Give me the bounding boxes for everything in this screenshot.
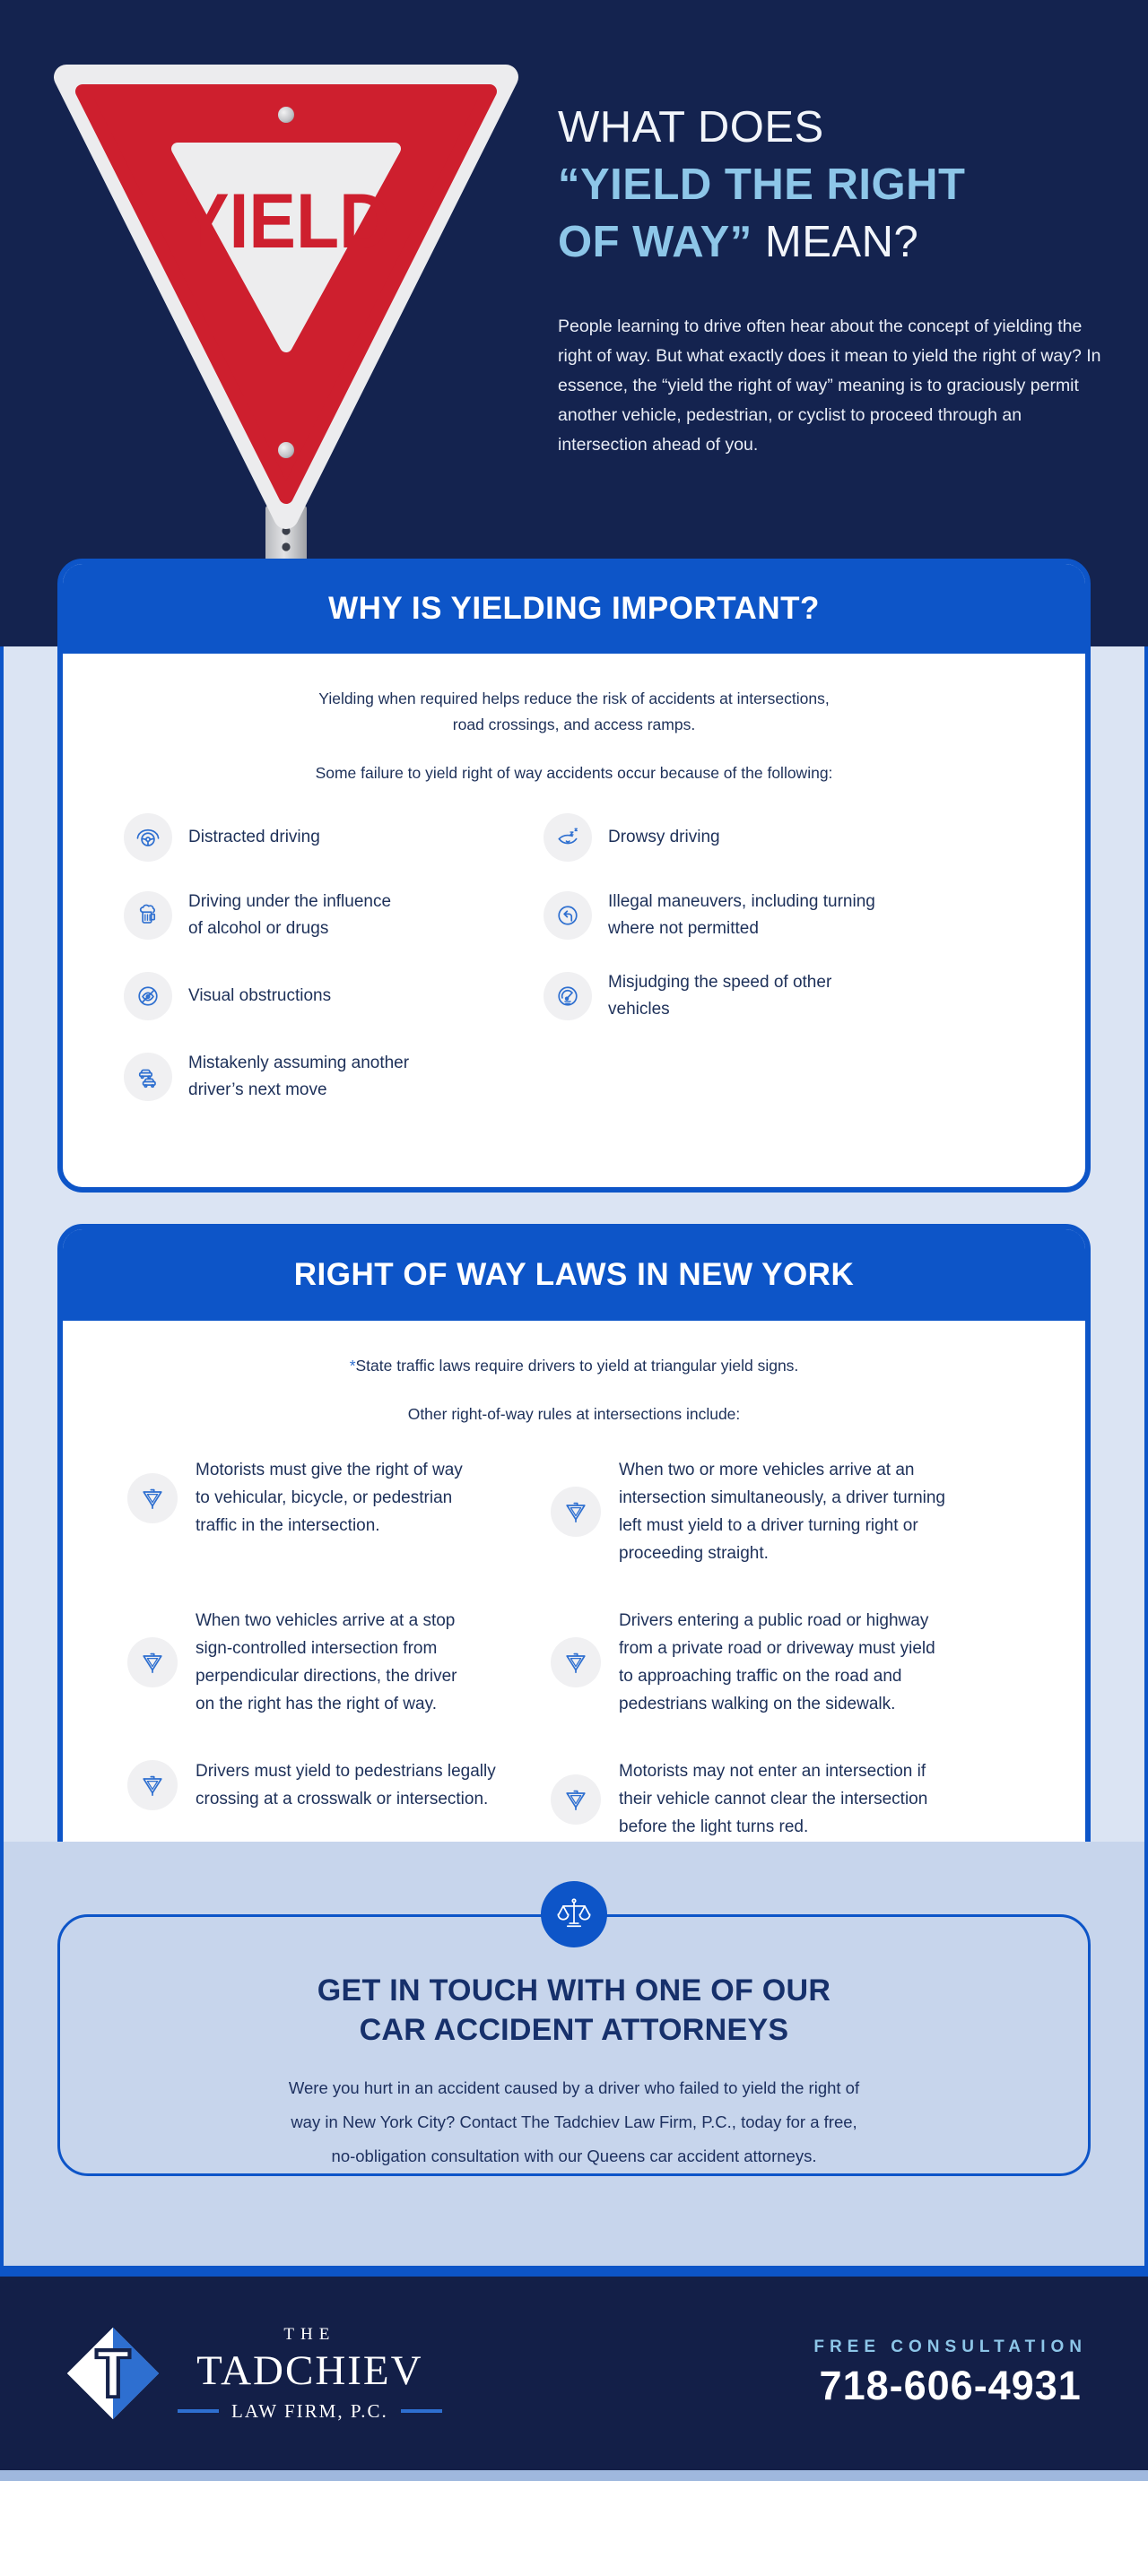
why-yielding-header xyxy=(63,564,1085,654)
dash-left xyxy=(178,2409,219,2413)
sign-rivet-bottom xyxy=(278,442,294,458)
free-consultation-label: FREE CONSULTATION xyxy=(813,2337,1087,2356)
phone-number[interactable]: 718-606-4931 xyxy=(819,2363,1082,2408)
laws-header xyxy=(63,1229,1085,1321)
brand-firm-row xyxy=(178,2400,442,2423)
laws-note: *State traffic laws require drivers to yield at triangular yield signs. xyxy=(349,1357,799,1375)
laws-title: RIGHT OF WAY LAWS IN NEW YORK xyxy=(293,1257,855,1292)
brand-name: TADCHIEV xyxy=(196,2346,423,2394)
right-of-way-laws-card xyxy=(57,1224,1091,1937)
footer xyxy=(0,2277,1148,2470)
content-upper-background xyxy=(4,559,1144,1842)
cause-label: Visual obstructions xyxy=(188,986,332,1005)
law-text: Drivers must yield to pedestrians legally crossing at a crosswalk or intersection. xyxy=(196,1762,496,1808)
yield-triangle-icon xyxy=(551,1774,601,1825)
list-item xyxy=(127,1456,551,1540)
laws-lead: Other right-of-way rules at intersections include: xyxy=(407,1405,741,1423)
yield-triangle-icon xyxy=(127,1637,178,1687)
law-text: Motorists may not enter an intersection if their vehicle cannot clear the intersection before the light turns red. xyxy=(619,1762,928,1836)
list-item xyxy=(127,1607,551,1718)
bottom-divider-stripe xyxy=(0,2266,1148,2277)
law-text: Motorists must give the right of way to vehicular, bicycle, or pedestrian traffic in the intersection. xyxy=(196,1461,463,1535)
eye-obstruction-icon xyxy=(124,972,172,1020)
title-line-3-quote: OF WAY” xyxy=(558,218,752,266)
cause-label: Mistakenly assuming another driver’s next move xyxy=(188,1054,410,1099)
cta-paragraph: Were you hurt in an accident caused by a driver who failed to yield the right of way in New York City? Contact The Tadchiev Law Firm, P.C., today for a free, no-obligation consultation with our Queens car accident attorneys. xyxy=(288,2078,860,2165)
contact-block xyxy=(813,2337,1087,2409)
why-yielding-intro: Yielding when required helps reduce the risk of accidents at intersections, road crossings, and access ramps. xyxy=(318,690,830,733)
yield-triangle-icon xyxy=(127,1760,178,1810)
laws-body xyxy=(63,1321,1085,1841)
list-item xyxy=(544,969,1049,1023)
law-text: When two or more vehicles arrive at an intersection simultaneously, a driver turning left must yield to a driver turning right or proceeding straight. xyxy=(619,1461,945,1563)
causes-grid xyxy=(63,785,1085,1104)
list-item xyxy=(544,813,1049,862)
tadchiev-logo xyxy=(63,2323,442,2424)
brand-text xyxy=(178,2325,442,2423)
hero-section xyxy=(0,0,1148,646)
causes-lead: Some failure to yield right of way accidents occur because of the following: xyxy=(315,764,833,782)
yield-triangle-icon xyxy=(127,1473,178,1523)
tadchiev-logo-icon xyxy=(63,2323,163,2424)
why-yielding-card xyxy=(57,559,1091,1193)
list-item xyxy=(544,889,1049,942)
title-line-3-rest: MEAN? xyxy=(752,218,919,266)
steering-wheel-hands-icon xyxy=(124,813,172,862)
brand-the: THE xyxy=(283,2324,336,2344)
yield-sign-label: YIELD xyxy=(182,178,390,265)
beer-mug-icon xyxy=(124,891,172,940)
cause-label: Drowsy driving xyxy=(608,828,720,846)
why-yielding-title: WHY IS YIELDING IMPORTANT? xyxy=(328,591,820,626)
speedometer-icon xyxy=(544,972,592,1020)
drowsy-eye-icon xyxy=(544,813,592,862)
cause-label: Driving under the influence of alcohol or drugs xyxy=(188,892,392,938)
dash-right xyxy=(401,2409,442,2413)
content-area xyxy=(0,559,1148,2266)
law-text: When two vehicles arrive at a stop sign-controlled intersection from perpendicular directions, the driver on the right has the right of way. xyxy=(196,1611,457,1713)
sign-rivet-top xyxy=(278,107,294,123)
asterisk: * xyxy=(349,1357,356,1375)
brand-firm: LAW FIRM, P.C. xyxy=(231,2399,388,2422)
list-item xyxy=(551,1607,1049,1718)
page-title xyxy=(558,99,1110,271)
laws-grid xyxy=(63,1426,1085,1841)
yield-triangle-icon xyxy=(551,1637,601,1687)
scales-of-justice-icon xyxy=(541,1881,607,1947)
title-line-1: WHAT DOES xyxy=(558,103,824,152)
list-item xyxy=(551,1456,1049,1567)
cause-label: Illegal maneuvers, including turning where not permitted xyxy=(608,892,875,938)
no-turn-icon xyxy=(544,891,592,940)
cta-section xyxy=(4,1842,1144,2266)
list-item xyxy=(551,1757,1049,1841)
list-item xyxy=(124,813,544,862)
why-yielding-body xyxy=(63,654,1085,1104)
cta-heading: GET IN TOUCH WITH ONE OF OUR CAR ACCIDENT ATTORNEYS xyxy=(317,1973,831,2047)
yield-triangle-icon xyxy=(551,1487,601,1537)
hero-paragraph: People learning to drive often hear about the concept of yielding the right of way. But what exactly does it mean to yield the right of way? In essence, the “yield the right of way” meaning is to graciously permit another vehicle, pedestrian, or cyclist to proceed through an intersection ahead of you. xyxy=(558,317,1101,455)
yield-sign-illustration xyxy=(25,22,549,646)
list-item xyxy=(124,1050,544,1104)
law-text: Drivers entering a public road or highway from a private road or driveway must yield to approaching traffic on the road and pedestrians walking on the sidewalk. xyxy=(619,1611,935,1713)
bottom-edge-strip xyxy=(0,2470,1148,2481)
traffic-cars-icon xyxy=(124,1053,172,1101)
list-item xyxy=(127,1757,551,1813)
cause-label: Distracted driving xyxy=(188,828,320,846)
list-item xyxy=(124,889,544,942)
list-item xyxy=(124,972,544,1020)
cause-label: Misjudging the speed of other vehicles xyxy=(608,973,832,1019)
cta-box xyxy=(57,1914,1091,2176)
hero-text-block xyxy=(558,99,1110,460)
title-line-2: “YIELD THE RIGHT xyxy=(558,160,966,209)
